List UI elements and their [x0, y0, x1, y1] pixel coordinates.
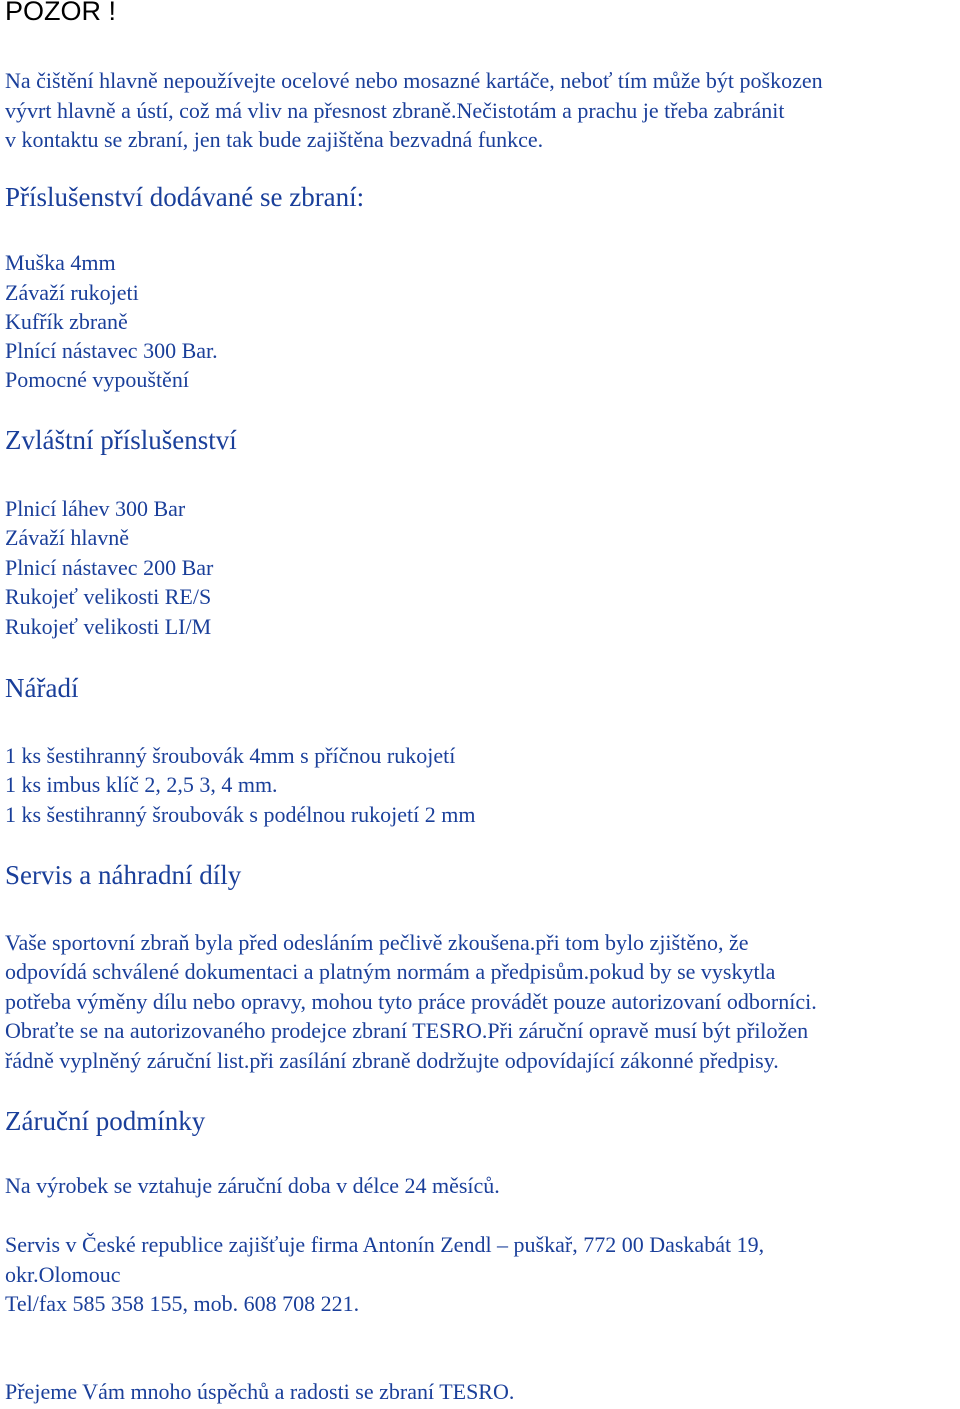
special-accessories-heading: Zvláštní příslušenství	[5, 425, 237, 455]
service-heading: Servis a náhradní díly	[5, 860, 242, 890]
accessories-item: Muška 4mm	[5, 250, 116, 275]
service-line-4: Obraťte se na autorizovaného prodejce zbraní TESRO.Při záruční opravě musí být přiložen	[5, 1018, 809, 1043]
special-accessories-item: Závaží hlavně	[5, 525, 129, 550]
warranty-service-line-1: Servis v České republice zajišťuje firma Antonín Zendl – puškař, 772 00 Daskabát 19,	[5, 1232, 765, 1257]
warning-line-1: Na čištění hlavně nepoužívejte ocelové nebo mosazné kartáče, neboť tím může být poškozen	[5, 68, 823, 93]
warning-title: POZOR !	[5, 0, 117, 26]
tools-item: 1 ks šestihranný šroubovák 4mm s příčnou rukojetí	[5, 743, 456, 768]
warranty-heading: Záruční podmínky	[5, 1106, 206, 1136]
warranty-service-line-2: okr.Olomouc	[5, 1262, 121, 1287]
warning-line-2: vývrt hlavně a ústí, což má vliv na přesnost zbraně.Nečistotám a prachu je třeba zabránit	[5, 98, 785, 123]
service-line-3: potřeba výměny dílu nebo opravy, mohou tyto práce provádět pouze autorizovaní odborníci.	[5, 989, 817, 1014]
accessories-item: Závaží rukojeti	[5, 280, 139, 305]
service-line-5: řádně vyplněný záruční list.při zasílání zbraně dodržujte odpovídající zákonné předpisy.	[5, 1048, 779, 1073]
service-line-2: odpovídá schválené dokumentaci a platným normám a předpisům.pokud by se vyskytla	[5, 959, 776, 984]
warning-line-3: v kontaktu se zbraní, jen tak bude zajištěna bezvadná funkce.	[5, 127, 544, 152]
service-line-1: Vaše sportovní zbraň byla před odesláním pečlivě zkoušena.při tom bylo zjištěno, že	[5, 930, 749, 955]
accessories-item: Plnící nástavec 300 Bar.	[5, 338, 218, 363]
closing-line: Přejeme Vám mnoho úspěchů a radosti se zbraní TESRO.	[5, 1379, 515, 1404]
special-accessories-item: Plnicí láhev 300 Bar	[5, 496, 186, 521]
accessories-item: Kufřík zbraně	[5, 309, 128, 334]
warranty-period: Na výrobek se vztahuje záruční doba v délce 24 měsíců.	[5, 1173, 500, 1198]
tools-heading: Nářadí	[5, 673, 79, 703]
tools-item: 1 ks šestihranný šroubovák s podélnou rukojetí 2 mm	[5, 802, 476, 827]
accessories-heading: Příslušenství dodávané se zbraní:	[5, 182, 365, 212]
special-accessories-item: Plnicí nástavec 200 Bar	[5, 555, 214, 580]
accessories-item: Pomocné vypouštění	[5, 367, 189, 392]
special-accessories-item: Rukojeť velikosti RE/S	[5, 584, 212, 609]
tools-item: 1 ks imbus klíč 2, 2,5 3, 4 mm.	[5, 772, 278, 797]
warranty-contact: Tel/fax 585 358 155, mob. 608 708 221.	[5, 1291, 360, 1316]
special-accessories-item: Rukojeť velikosti LI/M	[5, 614, 212, 639]
